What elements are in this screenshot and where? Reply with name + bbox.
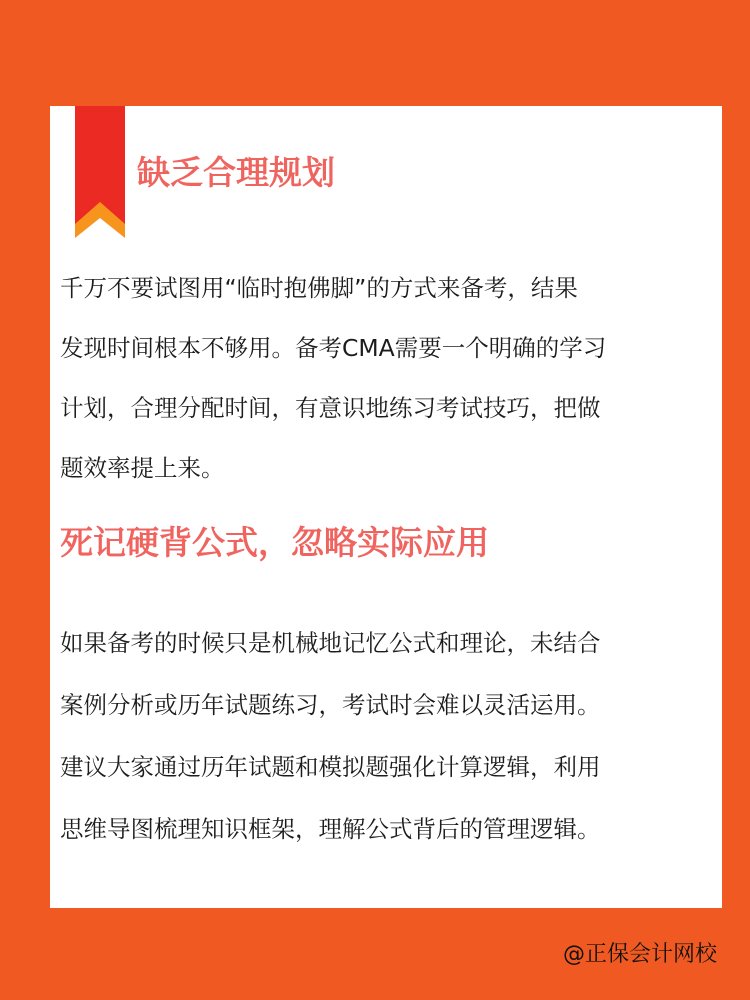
body-line: 计划，合理分配时间，有意识地练习考试技巧，把做 [60,394,601,422]
section-body-planning [60,258,710,498]
body-line: 题效率提上来。 [60,454,225,482]
section-body-formulas [60,612,710,860]
body-line: 如果备考的时候只是机械地记忆公式和理论，未结合 [60,629,601,657]
body-line: 案例分析或历年试题练习，考试时会难以灵活运用。 [60,691,601,719]
body-line: 发现时间根本不够用。备考CMA需要一个明确的学习 [60,334,607,362]
body-line: 思维导图梳理知识框架，理解公式背后的管理逻辑。 [60,815,601,843]
section-heading-formulas: 死记硬背公式，忽略实际应用 [60,523,489,562]
body-line: 建议大家通过历年试题和模拟题强化计算逻辑，利用 [60,753,601,781]
author-signature: @正保会计网校 [562,942,717,967]
body-line: 千万不要试图用“临时抱佛脚”的方式来备考，结果 [60,274,578,302]
section-heading-planning: 缺乏合理规划 [137,153,335,192]
bookmark-ribbon-icon [75,106,125,238]
